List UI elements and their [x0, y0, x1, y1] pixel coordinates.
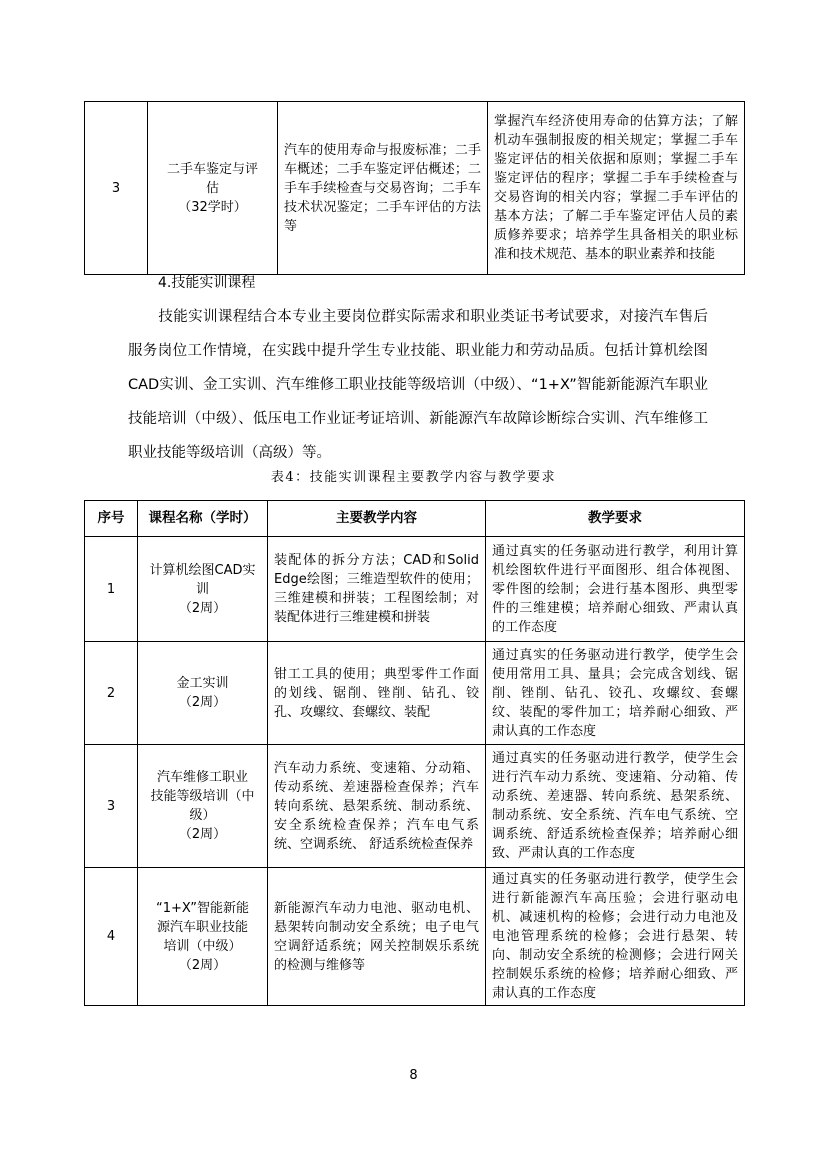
course-content: 钳工工具的使用；典型零件工作面的划线、锯削、锉削、钻孔、铰孔、攻螺纹、套螺纹、装配 — [268, 642, 486, 745]
page-number: 8 — [409, 1068, 418, 1083]
header-content: 主要教学内容 — [268, 501, 486, 537]
table-row — [85, 868, 745, 1006]
table-row — [85, 745, 745, 868]
skills-training-table — [84, 500, 745, 1006]
continued-course-table — [84, 101, 745, 275]
section-heading: 4.技能实训课程 — [158, 275, 256, 291]
course-name: 二手车鉴定与评 估 （32学时） — [148, 102, 278, 275]
course-content: 汽车的使用寿命与报废标准；二手车概述；二手车鉴定评估概述；二手车手续检查与交易咨询；二手车技术状况鉴定；二手车评估的方法等 — [278, 102, 488, 275]
table-caption: 表4：技能实训课程主要教学内容与教学要求 — [270, 470, 557, 485]
course-name: 汽车维修工职业 技能等级培训（中 级） （2周） — [138, 745, 268, 868]
course-content: 装配体的拆分方法；CAD和Solid Edge绘图；三维造型软件的使用；三维建模和拼装；工程图绘制；对装配体进行三维建模和拼装 — [268, 537, 486, 642]
course-name: 计算机绘图CAD实 训 （2周） — [138, 537, 268, 642]
header-number: 序号 — [85, 501, 138, 537]
row-number: 2 — [85, 642, 138, 745]
course-requirement: 通过真实的任务驱动进行教学，利用计算机绘图软件进行平面图形、组合体视图、零件图的绘制；会进行基本图形、典型零件的三维建模；培养耐心细致、严肃认真的工作态度 — [486, 537, 745, 642]
row-number: 3 — [85, 745, 138, 868]
row-number: 3 — [85, 102, 148, 275]
row-number: 4 — [85, 868, 138, 1006]
table-row — [85, 537, 745, 642]
course-name: 金工实训 （2周） — [138, 642, 268, 745]
header-requirement: 教学要求 — [486, 501, 745, 537]
course-requirement: 通过真实的任务驱动进行教学，使学生会进行汽车动力系统、变速箱、分动箱、传动系统、差速器、转向系统、悬架系统、制动系统、安全系统、汽车电气系统、空调系统、舒适系统检查保养；培养耐心细致、严肃认真的工作态度 — [486, 745, 745, 868]
table-row — [85, 102, 745, 275]
body-paragraph: 技能实训课程结合本专业主要岗位群实际需求和职业类证书考试要求，对接汽车售后服务岗位工作情境，在实践中提升学生专业技能、职业能力和劳动品质。包括计算机绘图CAD实训、金工实训、汽车维修工职业技能等级培训（中级）、“1+X”智能新能源汽车职业技能培训（中级）、低压电工作业证考证培训、新能源汽车故障诊断综合实训、汽车维修工职业技能等级培训（高级）等。 — [128, 309, 708, 461]
course-content: 新能源汽车动力电池、驱动电机、悬架转向制动安全系统；电子电气空调舒适系统；网关控制娱乐系统的检测与维修等 — [268, 868, 486, 1006]
course-name: “1+X”智能新能 源汽车职业技能 培训（中级） （2周） — [138, 868, 268, 1006]
row-number: 1 — [85, 537, 138, 642]
course-requirement: 通过真实的任务驱动进行教学，使学生会使用常用工具、量具；会完成含划线、锯削、锉削、钻孔、铰孔、攻螺纹、套螺纹、装配的零件加工；培养耐心细致、严肃认真的工作态度 — [486, 642, 745, 745]
table-row — [85, 642, 745, 745]
course-content: 汽车动力系统、变速箱、分动箱、传动系统、差速器检查保养；汽车转向系统、悬架系统、制动系统、安全系统检查保养；汽车电气系统、空调系统、 舒适系统检查保养 — [268, 745, 486, 868]
course-requirement: 通过真实的任务驱动进行教学，使学生会进行新能源汽车高压验；会进行驱动电机、减速机构的检修；会进行动力电池及电池管理系统的检修；会进行悬架、转向、制动安全系统的检测修；会进行网关控制娱乐系统的检修；培养耐心细致、严肃认真的工作态度 — [486, 868, 745, 1006]
table-header-row — [85, 501, 745, 537]
course-requirement: 掌握汽车经济使用寿命的估算方法；了解机动车强制报废的相关规定；掌握二手车鉴定评估的相关依据和原则；掌握二手车鉴定评估的程序；掌握二手车手续检查与交易咨询的相关内容；掌握二手车评估的基本方法；了解二手车鉴定评估人员的素质修养要求；培养学生具备相关的职业标准和技术规范、基本的职业素养和技能 — [488, 102, 745, 275]
header-course-name: 课程名称（学时） — [138, 501, 268, 537]
